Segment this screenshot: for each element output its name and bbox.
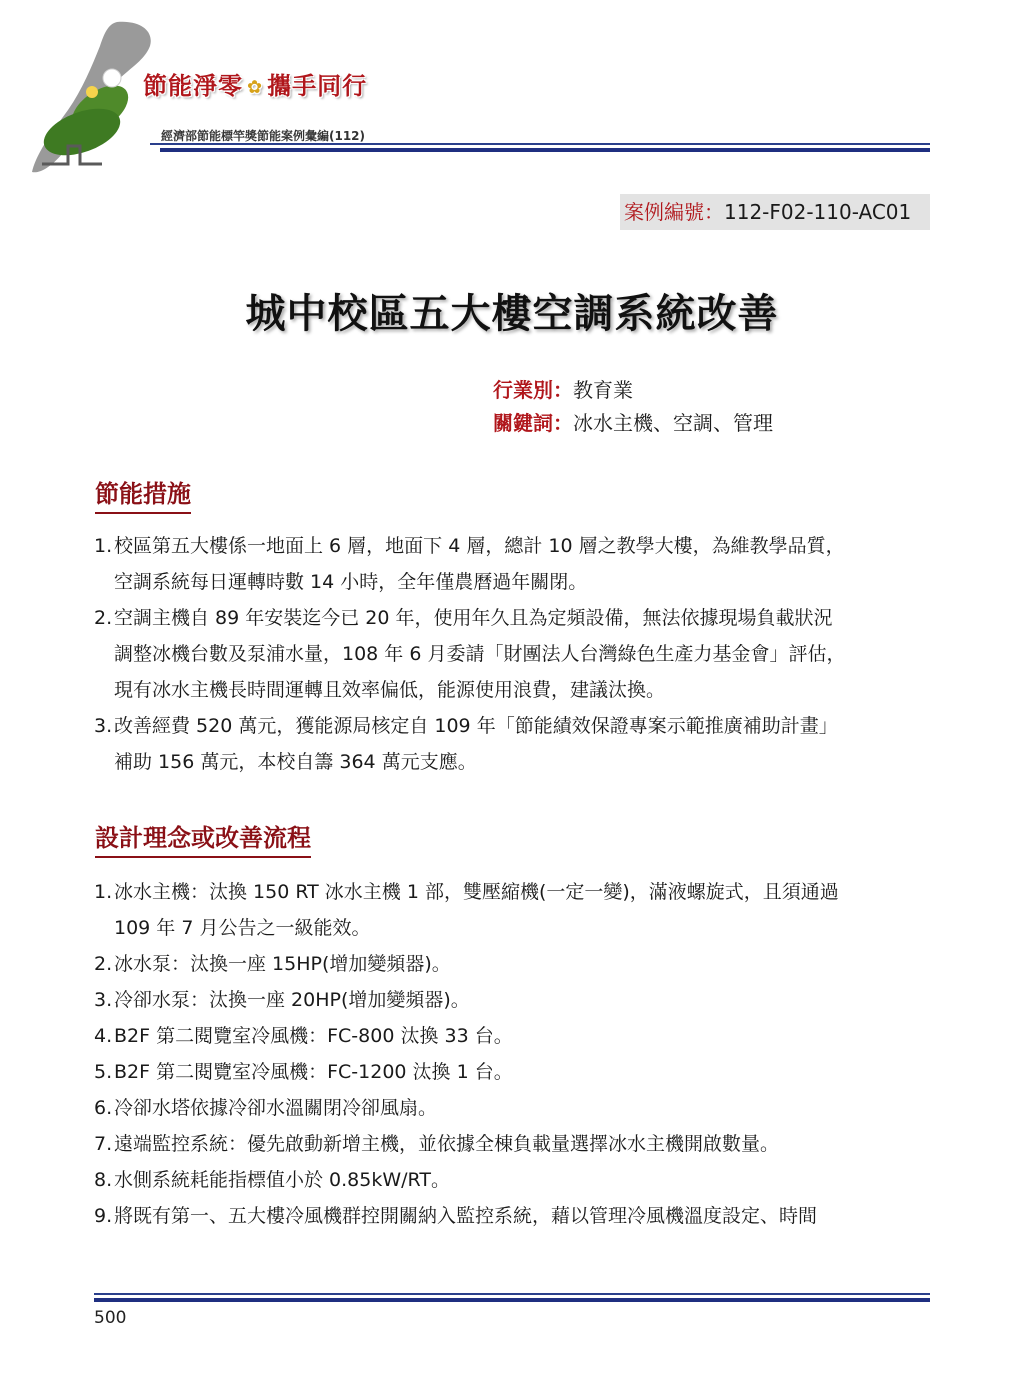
- industry-row: [493, 374, 633, 403]
- list-item: [94, 600, 939, 708]
- industry-value: 教育業: [573, 378, 633, 402]
- section-title-measures: 節能措施: [95, 474, 191, 514]
- footer-divider-thick: [94, 1298, 930, 1302]
- list-item: [94, 946, 939, 982]
- keywords-value: 冰水主機、空調、管理: [573, 411, 773, 435]
- case-number-label: 案例編號：: [624, 200, 724, 224]
- keywords-label: 關鍵詞：: [493, 411, 573, 435]
- item-line: 調整冰機台數及泵浦水量，108 年 6 月委請「財團法人台灣綠色生產力基金會」評估，: [114, 643, 846, 665]
- list-item: [94, 1090, 939, 1126]
- list-item: [94, 982, 939, 1018]
- measures-list: [94, 528, 939, 780]
- list-item: [94, 1126, 939, 1162]
- design-list: [94, 874, 939, 1234]
- item-number: 6.: [94, 1097, 113, 1119]
- item-number: 3.: [94, 715, 113, 737]
- item-line: 空調主機自 89 年安裝迄今已 20 年，使用年久且為定頻設備，無法依據現場負載狀況: [114, 607, 833, 629]
- header-subtitle: 經濟部節能標竿獎節能案例彙編(112): [161, 129, 366, 143]
- item-line: 冷卻水泵：汰換一座 20HP(增加變頻器)。: [114, 989, 470, 1011]
- item-line: 現有冰水主機長時間運轉且效率偏低，能源使用浪費，建議汰換。: [114, 679, 666, 701]
- header-slogan: [143, 66, 367, 101]
- page-number: 500: [94, 1308, 127, 1328]
- list-item: [94, 874, 939, 946]
- header-divider-thin: [150, 143, 930, 145]
- item-number: 1.: [94, 535, 113, 557]
- footer-divider-thin: [94, 1293, 930, 1295]
- item-line: 冰水泵：汰換一座 15HP(增加變頻器)。: [114, 953, 451, 975]
- item-line: 水側系統耗能指標值小於 0.85kW/RT。: [114, 1169, 450, 1191]
- item-number: 1.: [94, 881, 113, 903]
- item-line: 改善經費 520 萬元，獲能源局核定自 109 年「節能績效保證專案示範推廣補助計畫」: [114, 715, 838, 737]
- list-item: [94, 1198, 939, 1234]
- list-item: [94, 1054, 939, 1090]
- item-number: 9.: [94, 1205, 113, 1227]
- section-title-design: 設計理念或改善流程: [95, 818, 311, 858]
- item-number: 2.: [94, 953, 113, 975]
- slogan-part-1: 節能淨零: [143, 72, 243, 100]
- item-number: 7.: [94, 1133, 113, 1155]
- item-number: 8.: [94, 1169, 113, 1191]
- item-number: 4.: [94, 1025, 113, 1047]
- keywords-row: [493, 407, 773, 436]
- case-number-value: 112-F02-110-AC01: [724, 200, 912, 224]
- list-item: [94, 1018, 939, 1054]
- item-line: 冷卻水塔依據冷卻水溫關閉冷卻風扇。: [114, 1097, 438, 1119]
- item-line: 補助 156 萬元，本校自籌 364 萬元支應。: [114, 751, 477, 773]
- page-title: 城中校區五大樓空調系統改善: [245, 291, 779, 337]
- item-number: 2.: [94, 607, 113, 629]
- item-line: B2F 第二閱覽室冷風機：FC-1200 汰換 1 台。: [114, 1061, 513, 1083]
- case-number-box: [620, 194, 930, 230]
- item-line: 冰水主機：汰換 150 RT 冰水主機 1 部，雙壓縮機(一定一變)，滿液螺旋式，且須通過: [114, 881, 839, 903]
- list-item: [94, 528, 939, 600]
- item-line: 遠端監控系統：優先啟動新增主機，並依據全棟負載量選擇冰水主機開啟數量。: [114, 1133, 780, 1155]
- item-line: 空調系統每日運轉時數 14 小時，全年僅農曆過年關閉。: [114, 571, 588, 593]
- flower-icon: ✿: [247, 76, 264, 98]
- list-item: [94, 1162, 939, 1198]
- list-item: [94, 708, 939, 780]
- slogan-part-2: 攜手同行: [267, 72, 368, 100]
- item-number: 3.: [94, 989, 113, 1011]
- item-number: 5.: [94, 1061, 113, 1083]
- item-line: 109 年 7 月公告之一級能效。: [114, 917, 371, 939]
- item-line: B2F 第二閱覽室冷風機：FC-800 汰換 33 台。: [114, 1025, 513, 1047]
- header-divider-thick: [160, 148, 930, 152]
- item-line: 校區第五大樓係一地面上 6 層，地面下 4 層，總計 10 層之教學大樓，為維教學品質，: [114, 535, 845, 557]
- item-line: 將既有第一、五大樓冷風機群控開關納入監控系統，藉以管理冷風機溫度設定、時間: [114, 1205, 818, 1227]
- industry-label: 行業別：: [493, 378, 573, 402]
